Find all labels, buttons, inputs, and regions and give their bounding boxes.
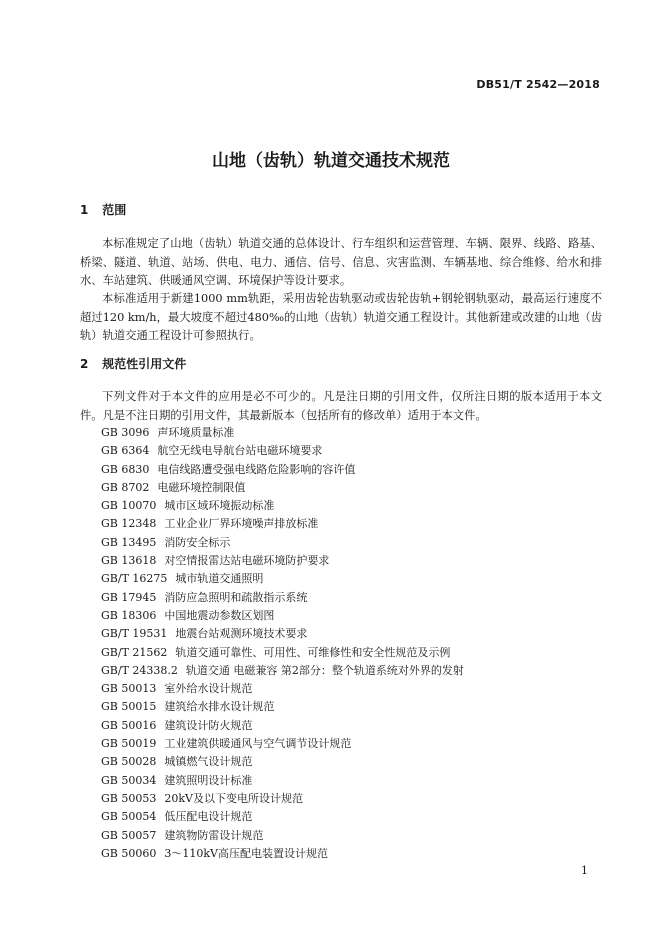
reference-title: 建筑照明设计标准 [164, 773, 253, 787]
reference-title: 电信线路遭受强电线路危险影响的容许值 [157, 462, 356, 476]
section-number: 2 [80, 357, 89, 371]
reference-item [101, 479, 464, 497]
reference-code: GB 50015 [101, 700, 157, 714]
reference-code: GB 13495 [101, 535, 157, 549]
reference-item [101, 534, 464, 552]
reference-title: 城镇燃气设计规范 [164, 755, 253, 769]
reference-title: 建筑物防雷设计规范 [164, 828, 264, 842]
reference-item [101, 717, 464, 735]
reference-code: GB 50034 [101, 773, 157, 787]
reference-item [101, 845, 464, 863]
reference-code: GB 50054 [101, 810, 157, 824]
reference-item [101, 607, 464, 625]
reference-item [101, 753, 464, 771]
reference-item [101, 424, 464, 442]
reference-item [101, 625, 464, 643]
reference-code: GB 13618 [101, 554, 157, 568]
reference-item [101, 662, 464, 680]
reference-code: GB 50028 [101, 755, 157, 769]
document-code: DB51/T 2542—2018 [476, 78, 600, 91]
reference-title: 对空情报雷达站电磁环境防护要求 [164, 554, 330, 568]
reference-title: 城市区域环境振动标准 [164, 499, 275, 513]
section-heading-text: 规范性引用文件 [102, 357, 187, 371]
reference-title: 声环境质量标准 [157, 426, 235, 439]
reference-code: GB 8702 [101, 480, 150, 494]
reference-code: GB 3096 [101, 426, 150, 439]
reference-code: GB 10070 [101, 499, 157, 513]
reference-title: 城市轨道交通照明 [175, 572, 264, 586]
reference-code: GB/T 24338.2 [101, 663, 178, 677]
reference-item [101, 772, 464, 790]
scope-paragraph-2: 本标准适用于新建1000 mm轨距，采用齿轮齿轨驱动或齿轮齿轨+钢轮钢轨驱动，最高运行速度不超过120 km/h，最大坡度不超过480‰的山地（齿轨）轨道交通工程设计。其他新建或改建的山地（齿轨）轨道交通工程设计可参照执行。 [80, 292, 602, 342]
page-title: 山地（齿轨）轨道交通技术规范 [212, 151, 450, 171]
reference-title: 轨道交通可靠性、可用性、可维修性和安全性规范及示例 [175, 645, 451, 659]
reference-code: GB 50053 [101, 791, 157, 805]
reference-title: 室外给水设计规范 [164, 682, 253, 696]
reference-code: GB 18306 [101, 608, 157, 622]
reference-item [101, 680, 464, 698]
reference-code: GB/T 16275 [101, 572, 168, 586]
reference-title: 电磁环境控制限值 [157, 480, 246, 494]
reference-title: 消防应急照明和疏散指示系统 [164, 590, 308, 604]
reference-code: GB 6364 [101, 444, 150, 458]
reference-item [101, 808, 464, 826]
reference-code: GB 50013 [101, 682, 157, 696]
reference-title: 航空无线电导航台站电磁环境要求 [157, 444, 323, 458]
reference-title: 地震台站观测环境技术要求 [175, 627, 308, 641]
reference-item [101, 442, 464, 460]
reference-title: 建筑给水排水设计规范 [164, 700, 275, 714]
reference-title: 建筑设计防火规范 [164, 718, 253, 732]
reference-item [101, 644, 464, 662]
reference-code: GB 6830 [101, 462, 150, 476]
reference-code: GB/T 21562 [101, 645, 168, 659]
section-heading-scope [80, 201, 126, 218]
reference-code: GB/T 19531 [101, 627, 168, 641]
reference-code: GB 50019 [101, 737, 157, 751]
reference-title: 中国地震动参数区划图 [164, 608, 275, 622]
reference-code: GB 12348 [101, 517, 157, 531]
reference-code: GB 17945 [101, 590, 157, 604]
reference-item [101, 698, 464, 716]
reference-item [101, 461, 464, 479]
reference-code: GB 50016 [101, 718, 157, 732]
reference-item [101, 515, 464, 533]
reference-title: 20kV及以下变电所设计规范 [164, 791, 303, 805]
reference-title: 工业企业厂界环境噪声排放标准 [164, 517, 319, 531]
scope-paragraph-1: 本标准规定了山地（齿轨）轨道交通的总体设计、行车组织和运营管理、车辆、限界、线路、路基、桥梁、隧道、轨道、站场、供电、电力、通信、信号、信息、灾害监测、车辆基地、综合维修、给水和排水、车站建筑、供暖通风空调、环境保护等设计要求。 [80, 237, 602, 287]
reference-item [101, 589, 464, 607]
section-number: 1 [80, 203, 89, 217]
reference-title: 轨道交通 电磁兼容 第2部分：整个轨道系统对外界的发射 [185, 663, 464, 677]
references-intro-paragraph: 下列文件对于本文件的应用是必不可少的。凡是注日期的引用文件，仅所注日期的版本适用于本文件。凡是不注日期的引用文件，其最新版本（包括所有的修改单）适用于本文件。 [80, 390, 602, 422]
reference-list [101, 424, 464, 863]
reference-item [101, 570, 464, 588]
reference-item [101, 790, 464, 808]
reference-title: 3～110kV高压配电装置设计规范 [164, 846, 328, 860]
reference-item [101, 497, 464, 515]
reference-code: GB 50057 [101, 828, 157, 842]
page-number: 1 [581, 864, 588, 877]
reference-title: 低压配电设计规范 [164, 810, 253, 824]
reference-item [101, 552, 464, 570]
section-heading-text: 范围 [102, 203, 127, 217]
reference-item [101, 735, 464, 753]
reference-code: GB 50060 [101, 846, 157, 860]
reference-title: 消防安全标示 [164, 535, 231, 549]
reference-title: 工业建筑供暖通风与空气调节设计规范 [164, 737, 352, 751]
reference-item [101, 827, 464, 845]
section-heading-normative-references [80, 355, 186, 372]
